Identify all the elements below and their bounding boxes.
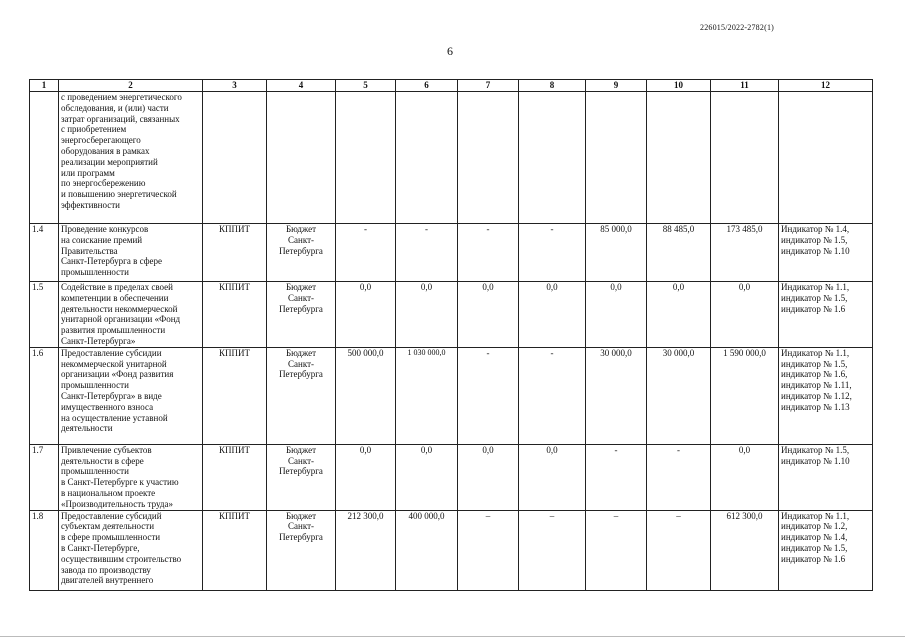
value-col5: -: [336, 224, 396, 282]
executor: КППИТ: [203, 282, 267, 348]
funding-source: Бюджет Санкт- Петербурга: [267, 347, 336, 444]
executor: [203, 92, 267, 224]
indicators: Индикатор № 1.1, индикатор № 1.5, индикатор № 1.6: [779, 282, 873, 348]
executor: КППИТ: [203, 224, 267, 282]
column-header: 5: [336, 80, 396, 92]
column-header: 1: [30, 80, 59, 92]
value-col10: -: [647, 444, 711, 510]
column-header: 12: [779, 80, 873, 92]
activity-name: с проведением энергетического обследования, и (или) части затрат организаций, связанных с приобретением энергосберегающего оборудования в рамках реализации мероприятий или программ по энергосбережению и повышению энергетической эффективности: [59, 92, 203, 224]
table-row: [30, 510, 873, 590]
value-col6: 1 030 000,0: [396, 347, 458, 444]
value-col6: 0,0: [396, 282, 458, 348]
row-number: 1.5: [30, 282, 59, 348]
value-col7: -: [458, 347, 519, 444]
column-header: 8: [519, 80, 586, 92]
value-col9: -: [586, 444, 647, 510]
funding-source: [267, 92, 336, 224]
indicators: Индикатор № 1.1, индикатор № 1.2, индикатор № 1.4, индикатор № 1.5, индикатор № 1.6: [779, 510, 873, 590]
value-col5: 0,0: [336, 282, 396, 348]
column-header: 2: [59, 80, 203, 92]
value-col6: 400 000,0: [396, 510, 458, 590]
value-col7: –: [458, 510, 519, 590]
activity-name: Предоставление субсидии некоммерческой унитарной организации «Фонд развития промышленности Санкт-Петербурга» в виде имущественного взноса на осуществление уставной деятельности: [59, 347, 203, 444]
table-row: [30, 347, 873, 444]
value-col11: 1 590 000,0: [711, 347, 779, 444]
value-col10: –: [647, 510, 711, 590]
funding-source: Бюджет Санкт- Петербурга: [267, 224, 336, 282]
row-number: 1.7: [30, 444, 59, 510]
value-col11: 0,0: [711, 282, 779, 348]
value-col5: 500 000,0: [336, 347, 396, 444]
value-col8: -: [519, 224, 586, 282]
page-number: 6: [447, 44, 453, 58]
funding-source: Бюджет Санкт- Петербурга: [267, 444, 336, 510]
value-col5: 212 300,0: [336, 510, 396, 590]
table-row: [30, 444, 873, 510]
value-col11: 0,0: [711, 444, 779, 510]
executor: КППИТ: [203, 444, 267, 510]
table-row: [30, 224, 873, 282]
column-header: 4: [267, 80, 336, 92]
header-row: [30, 80, 873, 92]
funding-source: Бюджет Санкт- Петербурга: [267, 282, 336, 348]
value-col8: –: [519, 510, 586, 590]
value-col9: 85 000,0: [586, 224, 647, 282]
activity-name: Предоставление субсидий субъектам деятельности в сфере промышленности в Санкт-Петербурге, осуществившим строительство завода по производству двигателей внутреннего: [59, 510, 203, 590]
page-edge-divider: [0, 636, 905, 637]
row-number: [30, 92, 59, 224]
indicators: Индикатор № 1.4, индикатор № 1.5, индикатор № 1.10: [779, 224, 873, 282]
value-col7: -: [458, 224, 519, 282]
indicators: [779, 92, 873, 224]
value-col6: 0,0: [396, 444, 458, 510]
value-col7: 0,0: [458, 282, 519, 348]
program-table: [29, 79, 873, 591]
value-col11: 173 485,0: [711, 224, 779, 282]
activity-name: Содействие в пределах своей компетенции в обеспечении деятельности некоммерческой унитарной организации «Фонд развития промышленности Санкт-Петербурга»: [59, 282, 203, 348]
column-header: 10: [647, 80, 711, 92]
value-col10: 88 485,0: [647, 224, 711, 282]
activity-name: Проведение конкурсов на соискание премий Правительства Санкт-Петербурга в сфере промышленности: [59, 224, 203, 282]
value-col10: 0,0: [647, 282, 711, 348]
value-col6: [396, 92, 458, 224]
column-header: 9: [586, 80, 647, 92]
document-number: 226015/2022-2782(1): [700, 23, 775, 32]
value-col7: 0,0: [458, 444, 519, 510]
table-row: [30, 282, 873, 348]
indicators: Индикатор № 1.1, индикатор № 1.5, индикатор № 1.6, индикатор № 1.11, индикатор № 1.12, индикатор № 1.13: [779, 347, 873, 444]
value-col6: -: [396, 224, 458, 282]
activity-name: Привлечение субъектов деятельности в сфере промышленности в Санкт-Петербурге к участию в национальном проекте «Производительность труда»: [59, 444, 203, 510]
value-col11: [711, 92, 779, 224]
executor: КППИТ: [203, 510, 267, 590]
column-header: 3: [203, 80, 267, 92]
value-col8: [519, 92, 586, 224]
value-col9: [586, 92, 647, 224]
row-number: 1.8: [30, 510, 59, 590]
value-col9: –: [586, 510, 647, 590]
value-col7: [458, 92, 519, 224]
value-col9: 0,0: [586, 282, 647, 348]
row-number: 1.4: [30, 224, 59, 282]
value-col10: 30 000,0: [647, 347, 711, 444]
column-header: 11: [711, 80, 779, 92]
value-col8: 0,0: [519, 444, 586, 510]
funding-source: Бюджет Санкт- Петербурга: [267, 510, 336, 590]
indicators: Индикатор № 1.5, индикатор № 1.10: [779, 444, 873, 510]
column-header: 7: [458, 80, 519, 92]
value-col10: [647, 92, 711, 224]
value-col11: 612 300,0: [711, 510, 779, 590]
table-row: [30, 92, 873, 224]
value-col8: -: [519, 347, 586, 444]
column-header: 6: [396, 80, 458, 92]
value-col8: 0,0: [519, 282, 586, 348]
value-col5: 0,0: [336, 444, 396, 510]
value-col5: [336, 92, 396, 224]
value-col9: 30 000,0: [586, 347, 647, 444]
executor: КППИТ: [203, 347, 267, 444]
row-number: 1.6: [30, 347, 59, 444]
